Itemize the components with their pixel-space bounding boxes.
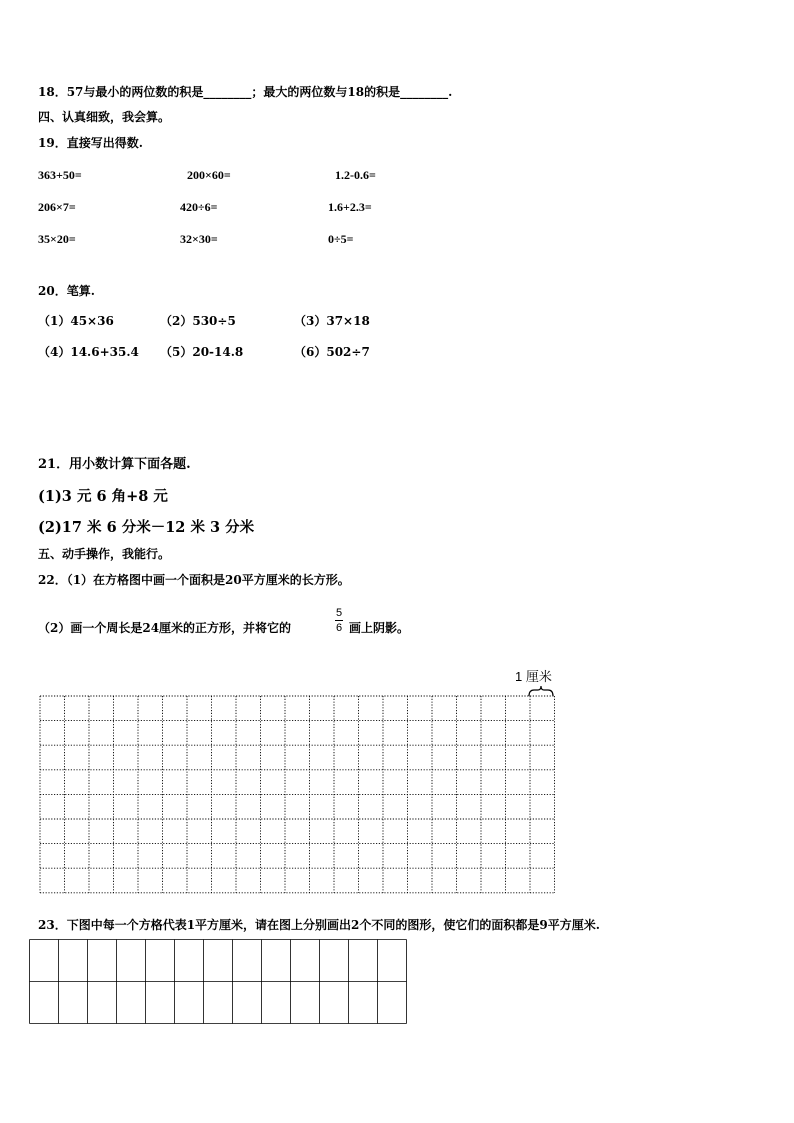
q20-item-3: （3）37×18 [294,314,370,328]
q21-part-2: (2)17 米 6 分米－12 米 3 分米 [38,519,255,536]
q19-item-2: 200×60= [187,168,231,182]
q20-item-5: （5）20-14.8 [160,345,244,359]
question-19-title: 19．直接写出得数. [38,136,143,150]
q19-item-5: 420÷6= [180,200,218,214]
q20-item-6: （6）502÷7 [294,345,370,359]
q19-item-4: 206×7= [38,200,76,214]
question-21-title: 21．用小数计算下面各题. [38,457,191,472]
q19-item-6: 1.6+2.3= [328,200,372,214]
solid-square-grid[interactable] [28,938,410,1026]
fraction-numerator: 5 [335,607,343,619]
question-20-title: 20．笔算. [38,284,95,298]
section-5-heading: 五、动手操作，我能行。 [38,547,171,561]
q19-item-7: 35×20= [38,232,76,246]
unit-label-1cm: 1 厘米 [515,669,552,684]
question-18: 18．57与最小的两位数的积是________；最大的两位数与18的积是________. [38,85,453,99]
q19-item-9: 0÷5= [328,232,354,246]
q20-item-2: （2）530÷5 [160,314,236,328]
fraction-five-sixths [331,607,347,634]
question-22-part-2-tail: 画上阴影。 [349,621,410,635]
q20-item-1: （1）45×36 [38,314,114,328]
question-22-part-1: 22．（1）在方格图中画一个面积是20平方厘米的长方形。 [38,573,350,587]
q19-item-8: 32×30= [180,232,218,246]
q20-item-4: （4）14.6+35.4 [38,345,139,359]
question-22-part-2-text: （2）画一个周长是24厘米的正方形，并将它的 [38,621,292,635]
fraction-bar [335,620,343,621]
q19-item-1: 363+50= [38,168,82,182]
fraction-denominator: 6 [335,622,343,634]
q21-part-1: (1)3 元 6 角+8 元 [38,488,168,505]
q19-item-3: 1.2-0.6= [335,168,376,182]
question-23: 23．下图中每一个方格代表1平方厘米，请在图上分别画出2个不同的图形，使它们的面积都是9平方厘米. [38,918,600,932]
section-4-heading: 四、认真细致，我会算。 [38,110,171,124]
dotted-square-grid[interactable] [38,694,558,898]
